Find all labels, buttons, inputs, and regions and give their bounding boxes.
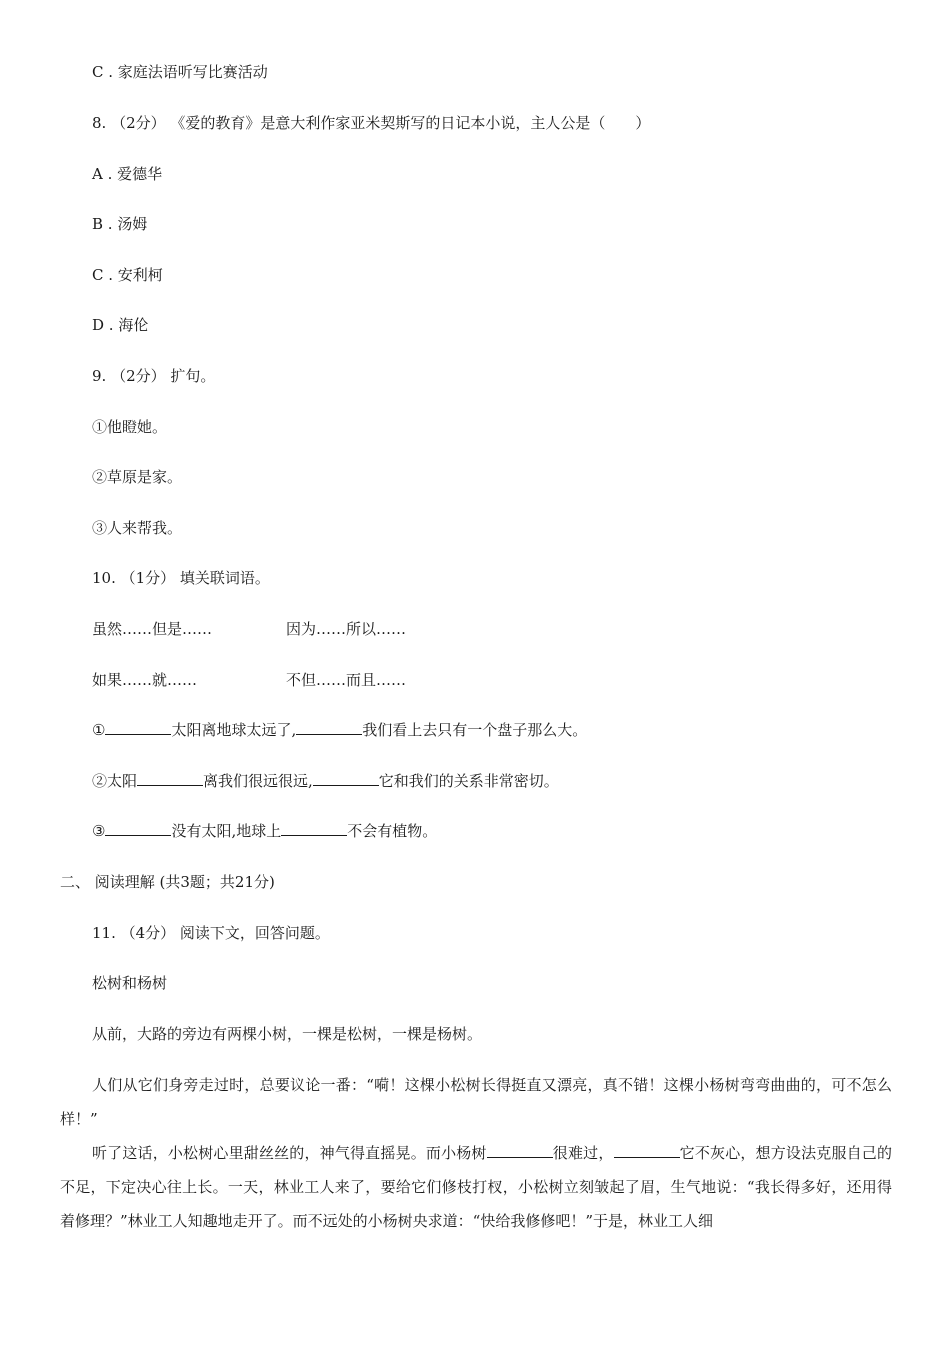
q10-sentence-1 [92, 720, 587, 740]
passage-paragraph-1: 从前，大路的旁边有两棵小树，一棵是松树，一棵是杨树。 [92, 1025, 483, 1043]
q8-option-d: D . 海伦 [92, 316, 149, 334]
q10-s1-blank-2[interactable] [296, 720, 362, 735]
passage-paragraph-3 [60, 1136, 892, 1238]
q10-s1-part-b: 太阳离地球太远了, [171, 721, 297, 739]
q10-s1-part-a: ① [92, 721, 106, 739]
q8-option-b: B . 汤姆 [92, 215, 148, 233]
q9-item-2: ②草原是家。 [92, 468, 183, 486]
q8-stem: 8. （2分） 《爱的教育》是意大利作家亚米契斯写的日记本小说，主人公是（ ） [92, 114, 651, 132]
p3-blank-1[interactable] [487, 1143, 553, 1158]
q9-item-1: ①他瞪她。 [92, 418, 168, 436]
q10-word-2: 因为……所以…… [286, 620, 407, 638]
q10-s3-part-b: 没有太阳,地球上 [171, 822, 282, 840]
q9-stem: 9. （2分） 扩句。 [92, 367, 216, 385]
q10-s1-blank-1[interactable] [105, 720, 171, 735]
q8-option-c: C . 安利柯 [92, 266, 163, 284]
q10-s2-blank-1[interactable] [137, 771, 203, 786]
passage-title: 松树和杨树 [92, 974, 168, 992]
q10-sentence-2 [92, 771, 559, 791]
section-2-title: 二、 阅读理解 (共3题；共21分) [60, 873, 275, 891]
p3-blank-2[interactable] [614, 1143, 680, 1158]
q8-option-a: A . 爱德华 [92, 165, 163, 183]
q10-s3-blank-2[interactable] [281, 821, 347, 836]
q7-option-c: C . 家庭法语听写比赛活动 [92, 63, 268, 81]
q10-s1-part-c: 我们看上去只有一个盘子那么大。 [362, 721, 588, 739]
q10-s2-blank-2[interactable] [313, 771, 379, 786]
q10-s2-part-a: ②太阳 [92, 772, 138, 790]
q10-s3-blank-1[interactable] [105, 821, 171, 836]
q10-s2-part-c: 它和我们的关系非常密切。 [378, 772, 559, 790]
q10-word-3: 如果……就…… [92, 671, 198, 689]
p3-part-a: 听了这话，小松树心里甜丝丝的，神气得直摇晃。而小杨树 [92, 1144, 487, 1162]
q10-word-4: 不但……而且…… [286, 671, 407, 689]
p3-part-c: 它不灰心，想方设法克服自己的不足，下定决心往上长。一天，林业工人来了，要给它们修枝打杈，小松树立刻皱起了眉，生气地说：“我长得多好，还用得着修理？”林业工人知趣地走开了。而不远处的小杨树央求道：“快给我修修吧！”于是，林业工人细 [60, 1144, 892, 1230]
q11-stem: 11. （4分） 阅读下文，回答问题。 [92, 924, 330, 942]
q10-s3-part-a: ③ [92, 822, 106, 840]
q9-item-3: ③人来帮我。 [92, 519, 183, 537]
q10-s3-part-c: 不会有植物。 [347, 822, 438, 840]
q10-word-1: 虽然……但是…… [92, 620, 213, 638]
passage-paragraph-2: 人们从它们身旁走过时，总要议论一番：“嗬！这棵小松树长得挺直又漂亮，真不错！这棵小杨树弯弯曲曲的，可不怎么样！” [60, 1076, 892, 1128]
q10-sentence-3 [92, 821, 437, 841]
q10-stem: 10. （1分） 填关联词语。 [92, 569, 270, 587]
p3-part-b: 很难过， [552, 1144, 614, 1162]
q10-s2-part-b: 离我们很远很远, [203, 772, 313, 790]
